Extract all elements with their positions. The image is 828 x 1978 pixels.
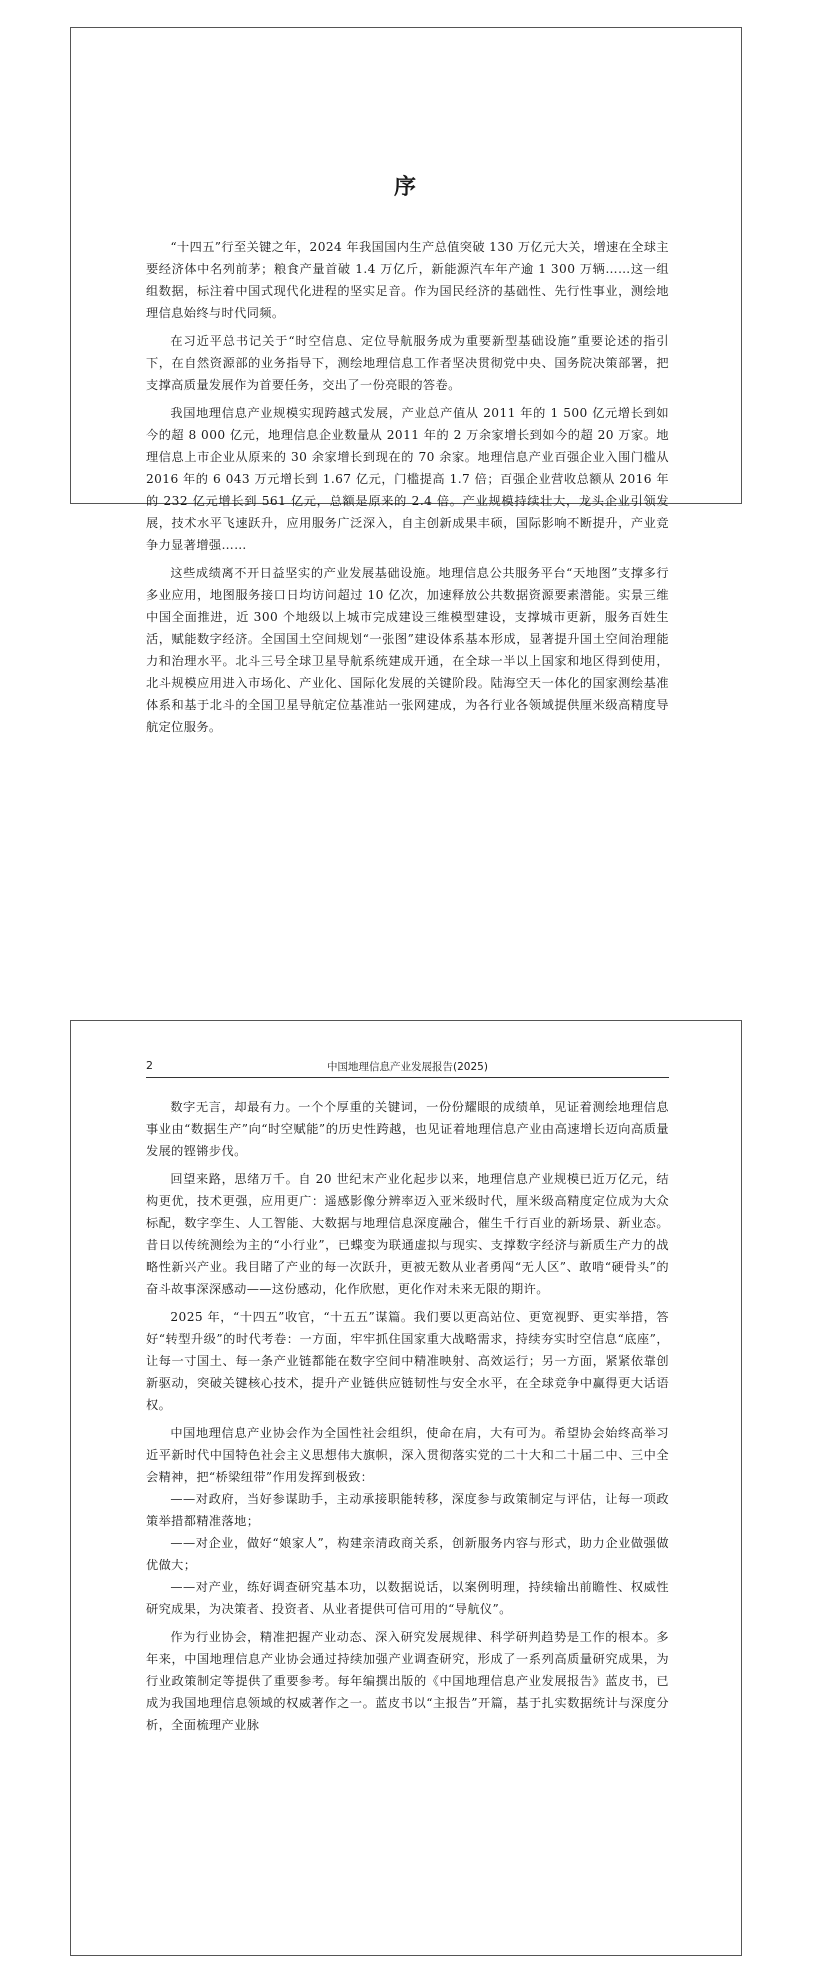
paragraph: 2025 年，“十四五”收官，“十五五”谋篇。我们要以更高站位、更宽视野、更实举措，答好“转型升级”的时代考卷：一方面，牢牢抓住国家重大战略需求，持续夯实时空信息“底座”，让每一寸国土、每一条产业链都能在数字空间中精准映射、高效运行；另一方面，紧紧依靠创新驱动，突破关键核心技术，提升产业链供应链韧性与安全水平，在全球竞争中赢得更大话语权。 <box>146 1310 669 1412</box>
paragraph: ——对产业，练好调查研究基本功，以数据说话，以案例明理，持续输出前瞻性、权威性研究成果，为决策者、投资者、从业者提供可信可用的“导航仪”。 <box>146 1580 669 1616</box>
paragraph: 回望来路，思绪万千。自 20 世纪末产业化起步以来，地理信息产业规模已近万亿元，结构更优，技术更强，应用更广：遥感影像分辨率迈入亚米级时代，厘米级高精度定位成为大众标配，数字孪生、人工智能、大数据与地理信息深度融合，催生千行百业的新场景、新业态。昔日以传统测绘为主的“小行业”，已蝶变为联通虚拟与现实、支撑数字经济与新质生产力的战略性新兴产业。我目睹了产业的每一次跃升，更被无数从业者勇闯“无人区”、敢啃“硬骨头”的奋斗故事深深感动——这份感动，化作欣慰，更化作对未来无限的期许。 <box>146 1172 669 1296</box>
paragraph: 在习近平总书记关于“时空信息、定位导航服务成为重要新型基础设施”重要论述的指引下，在自然资源部的业务指导下，测绘地理信息工作者坚决贯彻党中央、国务院决策部署，把支撑高质量发展作为首要任务，交出了一份亮眼的答卷。 <box>146 334 669 392</box>
running-header-title: 中国地理信息产业发展报告(2025) <box>327 1061 488 1073</box>
paragraph: 我国地理信息产业规模实现跨越式发展，产业总产值从 2011 年的 1 500 亿元增长到如今的超 8 000 亿元，地理信息企业数量从 2011 年的 2 万余家增长到如今的超 20 万家。地理信息上市企业从原来的 30 余家增长到现在的 70 余家。地理信息产业百强企业入围门槛从 2016 年的 6 043 万元增长到 1.67 亿元，门槛提高 1.7 倍；百强企业营收总额从 2016 年的 232 亿元增长到 561 亿元，总额是原来的 2.4 倍。产业规模持续壮大，龙头企业引领发展，技术水平飞速跃升，应用服务广泛深入，自主创新成果丰硕，国际影响不断提升，产业竞争力显著增强…… <box>146 406 669 552</box>
paragraph: ——对企业，做好“娘家人”，构建亲清政商关系，创新服务内容与形式，助力企业做强做优做大； <box>146 1536 669 1572</box>
book-page-2 <box>70 1020 742 1956</box>
paragraph: “十四五”行至关键之年，2024 年我国国内生产总值突破 130 万亿元大关，增速在全球主要经济体中名列前茅；粮食产量首破 1.4 万亿斤，新能源汽车年产逾 1 300 万辆……这一组组数据，标注着中国式现代化进程的坚实足音。作为国民经济的基础性、先行性事业，测绘地理信息始终与时代同频。 <box>146 240 669 320</box>
running-header <box>146 1057 669 1078</box>
page-number: 2 <box>146 1059 153 1072</box>
paragraph: 这些成绩离不开日益坚实的产业发展基础设施。地理信息公共服务平台“天地图”支撑多行多业应用，地图服务接口日均访问超过 10 亿次，加速释放公共数据资源要素潜能。实景三维中国全面推进，近 300 个地级以上城市完成建设三维模型建设，支撑城市更新，服务百姓生活，赋能数字经济。全国国土空间规划“一张图”建设体系基本形成，显著提升国土空间治理能力和治理水平。北斗三号全球卫星导航系统建成开通，在全球一半以上国家和地区得到使用，北斗规模应用进入市场化、产业化、国际化发展的关键阶段。陆海空天一体化的国家测绘基准体系和基于北斗的全国卫星导航定位基准站一张网建成，为各行业各领域提供厘米级高精度导航定位服务。 <box>146 566 669 734</box>
paragraph: 数字无言，却最有力。一个个厚重的关键词，一份份耀眼的成绩单，见证着测绘地理信息事业由“数据生产”向“时空赋能”的历史性跨越，也见证着地理信息产业由高速增长迈向高质量发展的铿锵步伐。 <box>146 1100 669 1158</box>
preface-title: 序 <box>393 175 418 200</box>
preface-body <box>146 236 669 738</box>
page-body <box>146 1096 669 1736</box>
paragraph: ——对政府，当好参谋助手，主动承接职能转移，深度参与政策制定与评估，让每一项政策举措都精准落地； <box>146 1492 669 1528</box>
book-page-preface <box>70 27 742 734</box>
paragraph: 作为行业协会，精准把握产业动态、深入研究发展规律、科学研判趋势是工作的根本。多年来，中国地理信息产业协会通过持续加强产业调查研究，形成了一系列高质量研究成果，为行业政策制定等提供了重要参考。每年编撰出版的《中国地理信息产业发展报告》蓝皮书，已成为我国地理信息领域的权威著作之一。蓝皮书以“主报告”开篇，基于扎实数据统计与深度分析，全面梳理产业脉 <box>146 1630 669 1732</box>
paragraph: 中国地理信息产业协会作为全国性社会组织，使命在肩，大有可为。希望协会始终高举习近平新时代中国特色社会主义思想伟大旗帜，深入贯彻落实党的二十大和二十届二中、三中全会精神，把“桥梁纽带”作用发挥到极致： <box>146 1426 669 1484</box>
